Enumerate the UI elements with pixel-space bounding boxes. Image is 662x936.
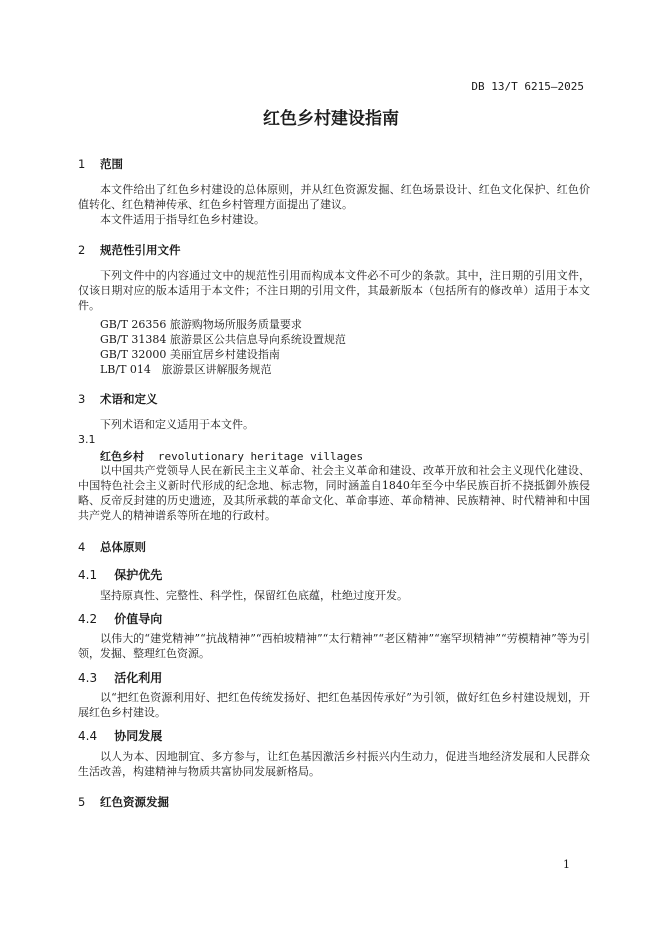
subsection-number: 4.2 bbox=[78, 612, 98, 626]
term-english: revolutionary heritage villages bbox=[157, 450, 364, 463]
reference-code: GB/T 31384 bbox=[100, 333, 167, 346]
subsection-title: 保护优先 bbox=[114, 568, 163, 582]
reference-name: 美丽宜居乡村建设指南 bbox=[169, 348, 280, 361]
reference-code: GB/T 26356 bbox=[100, 318, 167, 331]
section-number: 4 bbox=[78, 540, 86, 554]
subsection-title: 协同发展 bbox=[114, 729, 163, 743]
subsection-4-3-heading bbox=[78, 669, 162, 686]
reference-name: 旅游景区公共信息导向系统设置规范 bbox=[169, 333, 346, 346]
section-1-paragraph-1: 本文件给出了红色乡村建设的总体原则，并从红色资源发掘、红色场景设计、红色文化保护、红色价值转化、红色精神传承、红色乡村管理方面提出了建议。 bbox=[78, 183, 590, 211]
section-3-paragraph: 下列术语和定义适用于本文件。 bbox=[100, 418, 254, 431]
subsection-title: 活化利用 bbox=[114, 671, 163, 685]
subsection-4-3-text: 以“把红色资源利用好、把红色传统发扬好、把红色基因传承好”为引领，做好红色乡村建设规划，开展红色乡村建设。 bbox=[78, 691, 590, 719]
section-number: 1 bbox=[78, 157, 86, 171]
reference-item bbox=[100, 361, 272, 377]
subsection-4-2-heading bbox=[78, 610, 162, 627]
reference-item bbox=[100, 316, 302, 332]
subsection-4-4-text: 以人为本、因地制宜、多方参与，让红色基因激活乡村振兴内生动力，促进当地经济发展和人民群众生活改善，构建精神与物质共富协同发展新格局。 bbox=[78, 750, 590, 778]
subsection-number: 4.1 bbox=[78, 568, 98, 582]
section-number: 5 bbox=[78, 795, 86, 809]
reference-code: LB/T 014 bbox=[100, 363, 151, 376]
term-entry bbox=[100, 448, 363, 464]
reference-name: 旅游景区讲解服务规范 bbox=[161, 363, 272, 376]
page-number: 1 bbox=[563, 858, 570, 871]
subsection-number: 4.3 bbox=[78, 671, 98, 685]
subsection-4-1-heading bbox=[78, 566, 162, 583]
reference-item bbox=[100, 346, 280, 362]
subsection-number: 4.4 bbox=[78, 729, 98, 743]
section-title: 总体原则 bbox=[100, 540, 147, 554]
section-number: 3 bbox=[78, 392, 86, 406]
document-title: 红色乡村建设指南 bbox=[263, 109, 399, 129]
term-chinese: 红色乡村 bbox=[100, 450, 144, 463]
term-number: 3.1 bbox=[78, 433, 96, 446]
section-number: 2 bbox=[78, 243, 86, 257]
section-2-paragraph: 下列文件中的内容通过文中的规范性引用而构成本文件必不可少的条款。其中，注日期的引用文件，仅该日期对应的版本适用于本文件；不注日期的引用文件，其最新版本（包括所有的修改单）适用于本文件。 bbox=[78, 269, 590, 312]
subsection-4-4-heading bbox=[78, 727, 162, 744]
reference-item bbox=[100, 331, 346, 347]
section-title: 规范性引用文件 bbox=[100, 243, 181, 257]
section-4-heading bbox=[78, 539, 146, 555]
section-3-heading bbox=[78, 391, 158, 407]
standard-number: DB 13/T 6215—2025 bbox=[471, 80, 584, 93]
section-2-heading bbox=[78, 242, 181, 258]
section-title: 范围 bbox=[100, 157, 124, 171]
section-5-heading bbox=[78, 794, 169, 810]
subsection-title: 价值导向 bbox=[114, 612, 163, 626]
reference-name: 旅游购物场所服务质量要求 bbox=[169, 318, 302, 331]
reference-code: GB/T 32000 bbox=[100, 348, 167, 361]
section-1-heading bbox=[78, 156, 123, 172]
section-1-paragraph-2: 本文件适用于指导红色乡村建设。 bbox=[100, 213, 265, 226]
section-title: 术语和定义 bbox=[100, 392, 158, 406]
term-definition: 以中国共产党领导人民在新民主主义革命、社会主义革命和建设、改革开放和社会主义现代化建设、中国特色社会主义新时代形成的纪念地、标志物，同时涵盖自1840年至今中华民族百折不挠抵御外族侵略、反帝反封建的历史遗迹，及其所承载的革命文化、革命事迹、革命精神、民族精神、时代精神和中国共产党人的精神谱系等所在地的行政村。 bbox=[78, 464, 590, 522]
section-title: 红色资源发掘 bbox=[100, 795, 170, 809]
subsection-4-1-text: 坚持原真性、完整性、科学性，保留红色底蕴，杜绝过度开发。 bbox=[100, 589, 408, 602]
subsection-4-2-text: 以伟大的“建党精神”“抗战精神”“西柏坡精神”“太行精神”“老区精神”“塞罕坝精神”“劳模精神”等为引领，发掘、整理红色资源。 bbox=[78, 632, 590, 660]
